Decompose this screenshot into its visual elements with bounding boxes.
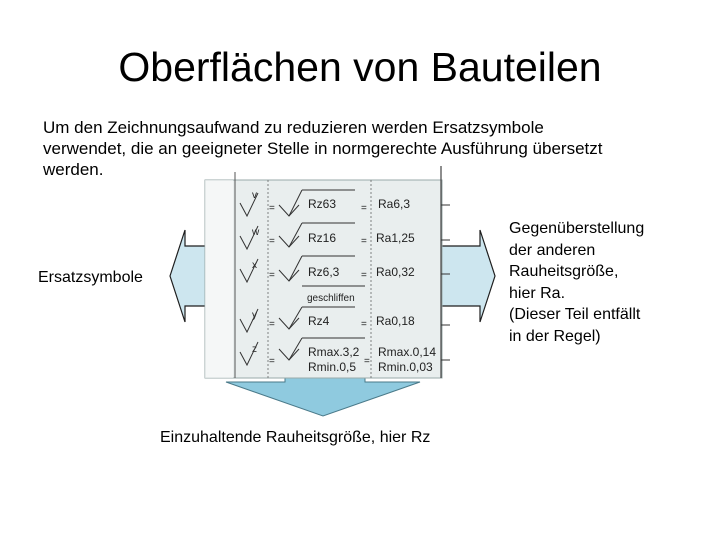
equals-sign: = <box>361 236 367 247</box>
ra-value: Ra6,3 <box>378 197 411 211</box>
row-letter: v <box>252 190 257 201</box>
equals-sign: = <box>269 236 275 247</box>
label-line: der anderen <box>509 241 596 259</box>
row-letter: y <box>252 310 257 321</box>
equals-sign: = <box>361 319 367 330</box>
intro-line: werden. <box>43 160 104 179</box>
label-line: hier Ra. <box>509 284 566 302</box>
rz-min-value: Rmin.0,5 <box>308 360 357 374</box>
ra-value: Ra1,25 <box>376 231 415 245</box>
ra-value: Ra0,32 <box>376 265 415 279</box>
equals-sign: = <box>364 356 370 367</box>
intro-line: verwendet, die an geeigneter Stelle in normgerechte Ausführung übersetzt <box>43 139 603 158</box>
label-rz: Einzuhaltende Rauheitsgröße, hier Rz <box>160 429 431 446</box>
rz-max-value: Rmax.3,2 <box>308 345 360 359</box>
rz-value: Rz6,3 <box>308 265 340 279</box>
equals-sign: = <box>269 319 275 330</box>
equals-sign: = <box>269 203 275 214</box>
equals-sign: = <box>269 270 275 281</box>
down-arrow <box>226 372 420 416</box>
row-letter: x <box>252 260 257 271</box>
equals-sign: = <box>361 203 367 214</box>
row-letter: z <box>252 344 257 355</box>
equals-sign: = <box>361 270 367 281</box>
rz-value: Rz16 <box>308 231 337 245</box>
ra-min-value: Rmin.0,03 <box>378 360 433 374</box>
rz-value: Rz4 <box>308 314 330 328</box>
intro-line: Um den Zeichnungsaufwand zu reduzieren werden Ersatzsymbole <box>43 118 544 137</box>
label-line: in der Regel) <box>509 327 601 345</box>
label-ra-comparison <box>509 218 644 347</box>
label-line: Rauheitsgröße, <box>509 263 619 280</box>
rz-value: Rz63 <box>308 197 337 211</box>
row-letter: w <box>252 227 260 238</box>
page-title: Oberflächen von Bauteilen <box>118 44 602 90</box>
ra-value: Ra0,18 <box>376 314 415 328</box>
process-note: geschliffen <box>307 293 355 304</box>
label-line: (Dieser Teil entfällt <box>509 306 641 323</box>
ra-max-value: Rmax.0,14 <box>378 345 437 359</box>
label-ersatzsymbole: Ersatzsymbole <box>38 269 143 286</box>
label-line: Gegenüberstellung <box>509 220 645 237</box>
equals-sign: = <box>269 356 275 367</box>
